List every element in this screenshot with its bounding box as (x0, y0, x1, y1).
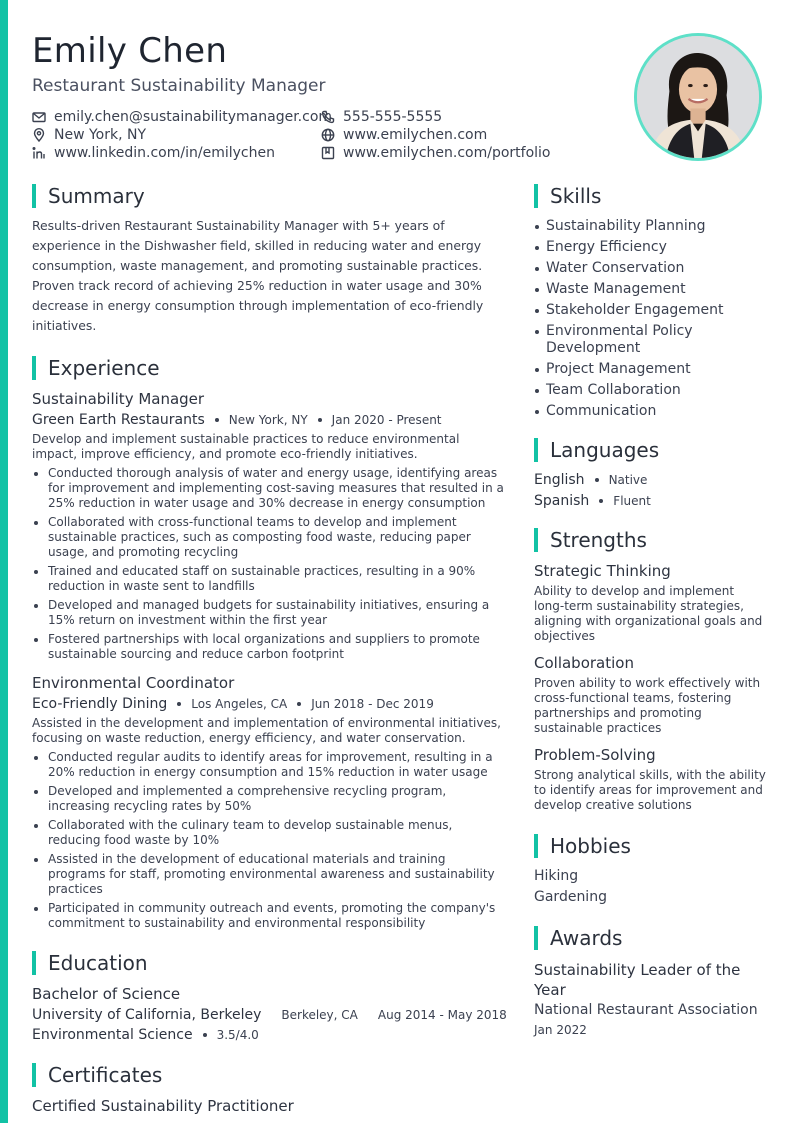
list-item: Collaborated with the culinary team to develop sustainable menus, reducing food waste by 10% (32, 818, 506, 848)
job-description: Assisted in the development and implementation of environmental initiatives, focusing on waste reduction, energy efficiency, and water conservation. (32, 716, 501, 745)
separator-dot (215, 418, 219, 422)
accent-bar (0, 0, 8, 1123)
awards-section (534, 926, 766, 1038)
job-title: Sustainability Manager (32, 390, 205, 408)
summary-heading: Summary (32, 184, 506, 208)
list-item: Communication (534, 403, 766, 420)
strength-title: Strategic Thinking (534, 562, 671, 580)
hobbies-heading: Hobbies (534, 834, 766, 858)
language-name: Spanish (534, 492, 590, 509)
left-column (32, 184, 506, 1115)
location-text: New York, NY (54, 126, 147, 143)
job-bullets (32, 466, 506, 662)
strength-item (534, 746, 766, 813)
awards-heading: Awards (534, 926, 766, 950)
language-row (534, 492, 766, 509)
language-row (534, 471, 766, 488)
degree: Bachelor of Science (32, 985, 181, 1003)
portfolio-text: www.emilychen.com/portfolio (343, 144, 551, 161)
contact-email[interactable] (32, 108, 333, 125)
contact-phone[interactable] (321, 108, 601, 125)
job-meta (32, 696, 506, 712)
strength-description: Ability to develop and implement long-term sustainability strategies, aligning with organizational goals and objectives (534, 584, 763, 643)
profile-photo-image (637, 36, 759, 158)
profile-photo (634, 33, 762, 161)
right-column (534, 184, 766, 1038)
phone-icon (321, 110, 335, 124)
contact-website[interactable] (321, 126, 601, 143)
certificates-section (32, 1063, 506, 1115)
strength-description: Proven ability to work effectively with cross-functional teams, fostering partnerships and promoting sustainable practices (534, 676, 761, 735)
language-level: Native (608, 472, 648, 487)
education-section (32, 951, 506, 1043)
separator-dot (595, 478, 599, 482)
linkedin-text: www.linkedin.com/in/emilychen (54, 144, 275, 161)
list-item: Environmental Policy Development (534, 323, 766, 357)
school-location: Berkeley, CA (281, 1008, 358, 1022)
candidate-name: Emily Chen (32, 31, 228, 71)
separator-dot (599, 499, 603, 503)
summary-text: Results-driven Restaurant Sustainability Manager with 5+ years of experience in the Dishwasher field, skilled in reducing water and energy consumption, waste management, and promoting sustainable practices. Proven track record of achieving 25% reduction in water usage and 30% decrease in energy consumption through implementation of eco-friendly initiatives. (32, 218, 484, 333)
strength-description: Strong analytical skills, with the ability to identify areas for improvement and develop creative solutions (534, 768, 766, 812)
strengths-heading: Strengths (534, 528, 766, 552)
list-item: Participated in community outreach and events, promoting the company's commitment to sustainability and environmental responsibility (32, 901, 506, 931)
bookmark-icon (321, 146, 335, 160)
job-meta (32, 412, 506, 428)
experience-section (32, 356, 506, 931)
job-description: Develop and implement sustainable practices to reduce environmental impact, improve efficiency, and promote eco-friendly initiatives. (32, 432, 460, 461)
contact-linkedin[interactable] (32, 144, 321, 161)
mail-icon (32, 110, 46, 124)
job-company: Green Earth Restaurants (32, 412, 205, 428)
job-location: Los Angeles, CA (191, 697, 288, 711)
award-title: Sustainability Leader of the Year (534, 961, 741, 999)
experience-heading: Experience (32, 356, 506, 380)
list-item: Team Collaboration (534, 382, 766, 399)
list-item: Fostered partnerships with local organizations and suppliers to promote sustainable sourcing and reduce carbon footprint (32, 632, 506, 662)
education-heading: Education (32, 951, 506, 975)
job-company: Eco-Friendly Dining (32, 696, 168, 712)
job-bullets (32, 750, 506, 931)
award-issuer: National Restaurant Association (534, 1002, 758, 1018)
job-dates: Jan 2020 - Present (331, 413, 442, 427)
list-item: Energy Efficiency (534, 239, 766, 256)
skills-heading: Skills (534, 184, 766, 208)
hobby-item: Hiking (534, 868, 579, 884)
list-item: Developed and implemented a comprehensive recycling program, increasing recycling rates by 50% (32, 784, 506, 814)
skills-list (534, 218, 766, 420)
job-title: Environmental Coordinator (32, 674, 235, 692)
field-of-study: Environmental Science (32, 1027, 193, 1043)
education-meta (32, 1007, 506, 1023)
phone-text: 555-555-5555 (343, 108, 443, 125)
list-item: Developed and managed budgets for sustainability initiatives, ensuring a 15% return on investment within the first year (32, 598, 506, 628)
job-entry (32, 674, 506, 931)
list-item: Project Management (534, 361, 766, 378)
certificates-heading: Certificates (32, 1063, 506, 1087)
list-item: Collaborated with cross-functional teams to develop and implement sustainable practices, such as composting food waste, reducing paper usage, and promoting recycling (32, 515, 506, 560)
strength-item (534, 654, 766, 736)
resume-header (32, 30, 612, 161)
hobbies-list (534, 868, 766, 906)
separator-dot (297, 702, 301, 706)
list-item: Trained and educated staff on sustainable practices, resulting in a 90% reduction in waste sent to landfills (32, 564, 506, 594)
school-name: University of California, Berkeley (32, 1007, 262, 1023)
list-item: Stakeholder Engagement (534, 302, 766, 319)
job-dates: Jun 2018 - Dec 2019 (311, 697, 434, 711)
location-pin-icon (32, 128, 46, 142)
list-item: Conducted regular audits to identify areas for improvement, resulting in a 20% reduction in energy consumption and 15% reduction in water usage (32, 750, 506, 780)
strength-item (534, 562, 766, 644)
globe-icon (321, 128, 335, 142)
job-location: New York, NY (228, 413, 308, 427)
separator-dot (203, 1033, 207, 1037)
education-field-row (32, 1027, 506, 1043)
list-item: Sustainability Planning (534, 218, 766, 235)
strength-title: Collaboration (534, 654, 634, 672)
contact-portfolio[interactable] (321, 144, 601, 161)
languages-section (534, 438, 766, 509)
list-item: Assisted in the development of educational materials and training programs for staff, promoting environmental awareness and sustainability practices (32, 852, 506, 897)
list-item: Waste Management (534, 281, 766, 298)
email-text: emily.chen@sustainabilitymanager.com (54, 108, 333, 125)
contact-list (32, 108, 612, 161)
website-text: www.emilychen.com (343, 126, 488, 143)
language-name: English (534, 471, 585, 488)
strengths-section (534, 528, 766, 813)
summary-section (32, 184, 506, 336)
certificate-item: Certified Sustainability Practitioner (32, 1097, 294, 1115)
hobbies-section (534, 834, 766, 906)
language-level: Fluent (613, 493, 651, 508)
list-item: Water Conservation (534, 260, 766, 277)
award-date: Jan 2022 (534, 1023, 587, 1037)
job-entry (32, 390, 506, 662)
languages-heading: Languages (534, 438, 766, 462)
separator-dot (318, 418, 322, 422)
candidate-role: Restaurant Sustainability Manager (32, 76, 326, 96)
gpa: 3.5/4.0 (216, 1028, 259, 1042)
linkedin-icon (32, 146, 46, 160)
separator-dot (177, 702, 181, 706)
skills-section (534, 184, 766, 420)
languages-list (534, 471, 766, 509)
education-dates: Aug 2014 - May 2018 (377, 1008, 507, 1022)
hobby-item: Gardening (534, 889, 607, 905)
strength-title: Problem-Solving (534, 746, 656, 764)
contact-location (32, 126, 321, 143)
list-item: Conducted thorough analysis of water and energy usage, identifying areas for improvement and implementing cost-saving measures that resulted in a 25% reduction in water usage and 30% decrease in energy consumption (32, 466, 506, 511)
